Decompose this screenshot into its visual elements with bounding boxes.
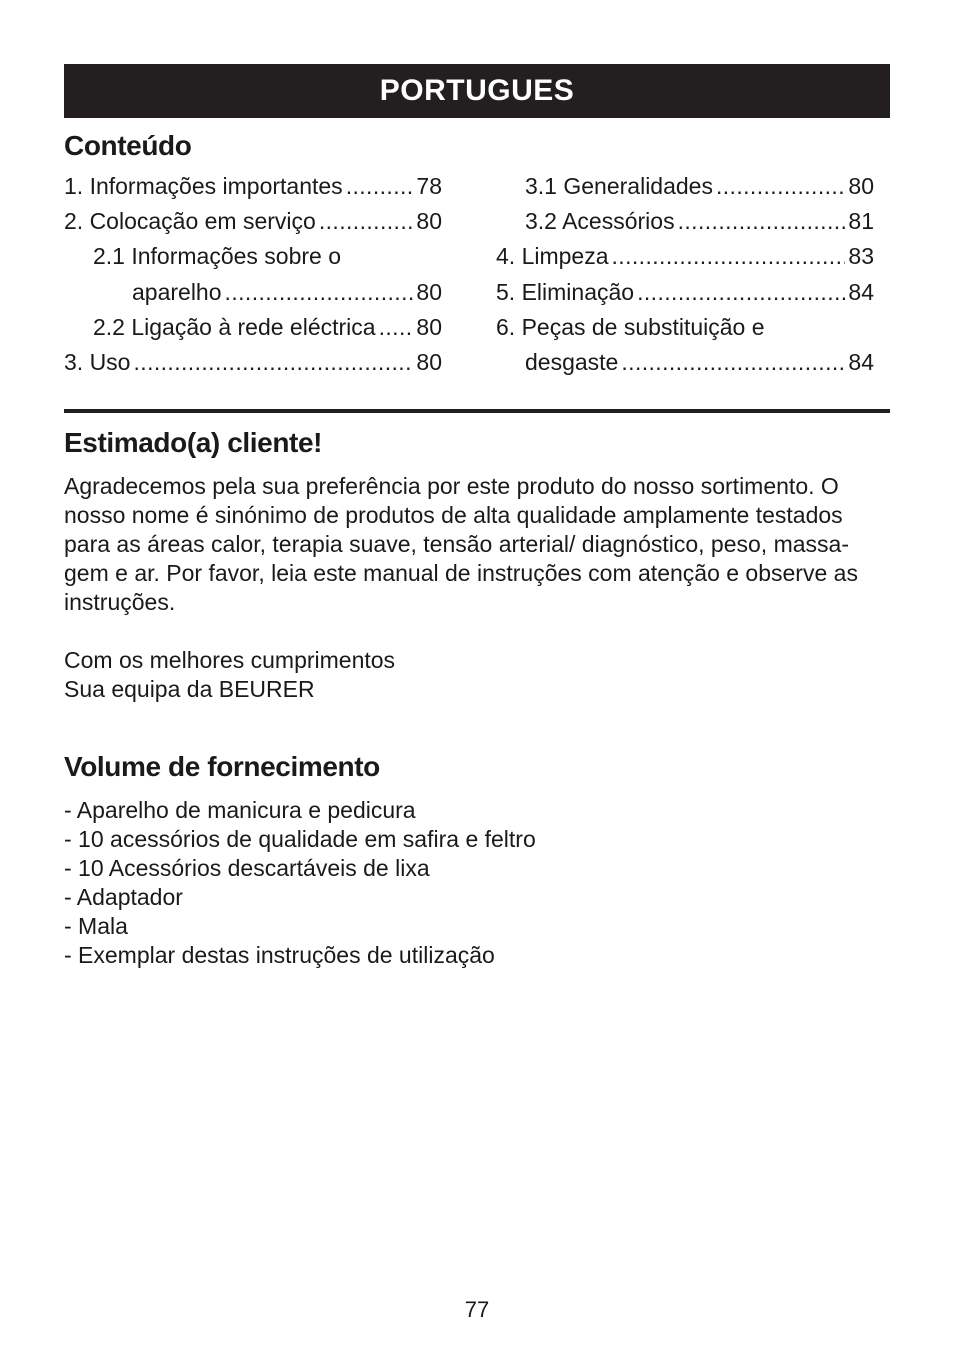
toc-leader bbox=[319, 204, 414, 239]
toc-entry[interactable] bbox=[64, 204, 442, 239]
toc-leader bbox=[379, 310, 414, 345]
page-number: 77 bbox=[464, 1297, 490, 1322]
toc-entry-page: 81 bbox=[848, 208, 874, 235]
toc-entry-page: 80 bbox=[848, 173, 874, 199]
toc-entry-label: 2.2 Ligação à rede eléctrica bbox=[93, 313, 376, 340]
toc-entry-page: 84 bbox=[848, 348, 874, 375]
delivery-list bbox=[64, 796, 536, 970]
toc-entry-label: 1. Informações importantes bbox=[64, 173, 343, 199]
toc-entry[interactable] bbox=[496, 169, 874, 204]
list-item: - Aparelho de manicura e pedicura bbox=[64, 797, 416, 823]
toc-leader bbox=[716, 169, 845, 204]
section-banner: PORTUGUES bbox=[64, 64, 890, 118]
list-item: - Exemplar destas instruções de utilização bbox=[64, 942, 495, 968]
toc-leader bbox=[346, 169, 414, 204]
toc-entry-page: 78 bbox=[416, 173, 442, 199]
toc-entry-label: 3.2 Acessórios bbox=[525, 208, 675, 235]
toc-right-column bbox=[496, 169, 874, 380]
toc-left-column bbox=[64, 169, 442, 380]
delivery-heading: Volume de fornecimento bbox=[64, 751, 380, 782]
toc-entry[interactable] bbox=[64, 345, 442, 380]
toc-entry[interactable] bbox=[64, 275, 442, 310]
toc-entry-label: 3. Uso bbox=[64, 348, 131, 375]
toc-entry[interactable] bbox=[64, 310, 442, 345]
toc-heading: Conteúdo bbox=[64, 130, 192, 161]
toc-entry[interactable] bbox=[496, 345, 874, 380]
paragraph-line: nosso nome é sinónimo de produtos de alta qualidade amplamente testados bbox=[64, 502, 843, 528]
paragraph-line: para as áreas calor, terapia suave, tensão arterial/ diagnóstico, peso, massa- bbox=[64, 531, 849, 557]
section-divider bbox=[64, 409, 890, 413]
toc-entry-page: 84 bbox=[848, 278, 874, 305]
closing-line: Sua equipa da BEURER bbox=[64, 676, 315, 702]
toc-entry-label-line1[interactable]: 2.1 Informações sobre o bbox=[93, 243, 342, 270]
toc-entry-page: 80 bbox=[416, 348, 442, 375]
closing-line: Com os melhores cumprimentos bbox=[64, 647, 396, 673]
paragraph-line: instruções. bbox=[64, 589, 176, 615]
toc-entry-label: 4. Limpeza bbox=[496, 243, 609, 270]
toc-leader bbox=[678, 204, 846, 239]
toc-entry-label: desgaste bbox=[525, 348, 619, 375]
greeting-heading: Estimado(a) cliente! bbox=[64, 427, 323, 458]
toc-leader bbox=[133, 345, 413, 380]
list-item: - 10 Acessórios descartáveis de lixa bbox=[64, 855, 430, 881]
greeting-closing bbox=[64, 646, 890, 704]
toc-leader bbox=[612, 239, 846, 274]
paragraph-line: Agradecemos pela sua preferência por este produto do nosso sortimento. O bbox=[64, 473, 839, 499]
toc-entry-page: 80 bbox=[416, 208, 442, 235]
list-item: - Adaptador bbox=[64, 884, 183, 910]
list-item: - Mala bbox=[64, 913, 128, 939]
toc-entry[interactable] bbox=[496, 239, 874, 274]
toc-entry-page: 80 bbox=[416, 278, 442, 305]
toc-entry-label-line1[interactable]: 6. Peças de substituição e bbox=[496, 313, 765, 340]
toc-entry-label: 3.1 Generalidades bbox=[525, 173, 713, 199]
toc-entry-label: 5. Eliminação bbox=[496, 278, 635, 305]
greeting-paragraph bbox=[64, 472, 890, 617]
toc-leader bbox=[637, 275, 845, 310]
toc-leader bbox=[621, 345, 845, 380]
toc-entry-label: 2. Colocação em serviço bbox=[64, 208, 316, 235]
paragraph-line: gem e ar. Por favor, leia este manual de instruções com atenção e observe as bbox=[64, 560, 858, 586]
toc-entry-page: 80 bbox=[416, 313, 442, 340]
toc-entry-label: aparelho bbox=[132, 278, 222, 305]
toc-leader bbox=[225, 275, 414, 310]
toc-entry[interactable] bbox=[496, 275, 874, 310]
list-item: - 10 acessórios de qualidade em safira e feltro bbox=[64, 826, 536, 852]
toc-entry[interactable] bbox=[496, 204, 874, 239]
toc-entry[interactable] bbox=[64, 169, 442, 204]
toc-entry-page: 83 bbox=[848, 243, 874, 270]
